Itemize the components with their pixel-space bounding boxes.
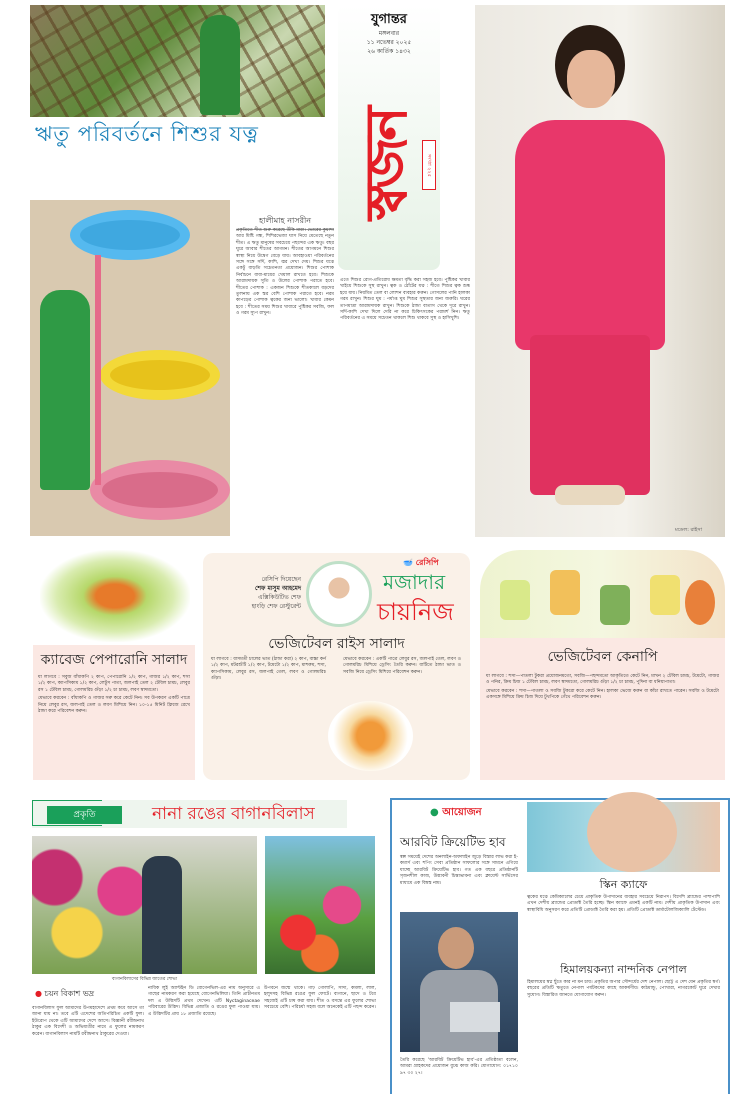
recipe-title-top: মজাদার xyxy=(383,570,446,594)
nepal-body: হিমালয়ের স্বপ্ন ছুঁতে কার না মন চায়। প্রকৃতির অপার সৌন্দর্যের দেশ নেপাল। ছোট্ট এ দেশ যেন প্রকৃতির স্বর্গ। বছরের প্রতিটি ঋতুতে নেপাল পর্যটকদের কাছে আকর্ষণীয়। কাঠমান্ডু, পোখারা, নাগরকোট ঘুরে দেখার সুযোগ। বিস্তারিত জানতে যোগাযোগ করুন। xyxy=(527,980,720,998)
recipe-2-title: ভেজিটেবল রাইস সালাদ xyxy=(268,636,405,652)
recipe-1-title: ক্যাবেজ পেপারোনি সালাদ xyxy=(40,652,188,668)
chef-avatar xyxy=(306,561,372,627)
lead-body-col2: এতে শিশুর রোগ-প্রতিরোধ ক্ষমতা বৃদ্ধি করা সহজ হবে। পুষ্টিকর খাবার খাইয়ে শিশুকে সুস্থ রাখুন। ত্বক ও ঠোঁটের যত্ন : শীতে শিশুর ত্বক শুষ্ক হয়ে যায়। নিয়মিত তেল বা লোশন ব্যবহার করুন। গোসলের পানি হালকা গরম রাখুন। শিশুর ঘুম : পর্যাপ্ত ঘুম শিশুর সুস্থতার জন্য জরুরি। ঘরের তাপমাত্রা আরামদায়ক রাখুন। শিশুকে ঠান্ডা বাতাস থেকে দূরে রাখুন। সর্দি-কাশি দেখা দিলে দেরি না করে চিকিৎসকের পরামর্শ নিন। ঋতু পরিবর্তনের এ সময়ে সচেতন থাকলে শিশু থাকবে সুস্থ ও হাসিখুশি। xyxy=(340,278,470,322)
rice-salad-photo xyxy=(328,701,413,771)
laptop-icon xyxy=(450,1002,500,1032)
bowl-icon: 🥣 xyxy=(403,558,413,567)
nature-col2: নাবিক লুই অ্যান্টইন ডি বোগেনভিল-এর নাম অনুসারে এ গাছের নামকরণ করা হয়েছে বোগেনভিলিয়া। তিনি প্রাচীনতম দল এ উদ্ভিদটি প্রথম দেখেন। এটি Nyctaginaceae পরিবারের উদ্ভিদ। বিভিন্ন প্রজাতি ও রঙের ফুল পাওয়া যায়। এ উদ্ভিদটির প্রায় ১৮ প্রজাতি রয়েছে। xyxy=(148,986,260,1017)
bullet-icon: ● xyxy=(35,989,42,998)
skin-cafe-photo xyxy=(527,802,720,872)
nature-headline: নানা রঙের বাগানবিলাস xyxy=(152,804,315,824)
recipe-3-title: ভেজিটেবল কেনাপি xyxy=(547,649,658,665)
recipe-1 xyxy=(33,645,195,780)
nature-tag: প্রকৃতি xyxy=(47,806,122,824)
recipe-title-bottom: চায়নিজ xyxy=(377,598,454,626)
ad-badge: ● আয়োজন xyxy=(430,807,482,818)
ad-box xyxy=(390,798,730,1094)
nature-col1: বাগানবিলাস ফুল আমাদের উপমহাদেশে প্রথম কবে আসে তা জানা যায় না। তবে এটি এদেশের অতিপরিচিত একটি ফুল। ইউরোপ থেকে এটি আমাদের দেশে আসে। বিজ্ঞানী রবীন্দ্রনাথ ঠাকুর এক বিদেশী ও অভিযাত্রীর নামে এ ফুলের নামকরণ করেন। বাগানবিলাস নামটি রবীন্দ্রনাথ ঠাকুরের দেওয়া। xyxy=(32,1006,144,1037)
newspaper-logo: যুগান্তর xyxy=(371,12,407,27)
photo-caption: মডেল: রাইসা xyxy=(675,527,703,533)
chef-name: শেফ মাসুম আহমেদ xyxy=(255,585,301,592)
cabbage-salad-photo xyxy=(40,550,190,642)
nature-header xyxy=(32,800,347,828)
recipe-2-ingredients: যা লাগবে : বাসমতী চালের ভাত (ঠান্ডা করা) ২ কাপ, বাচ্চা কর্ন ১/২ কাপ, মটরশুঁটি ১/২ কাপ, টমেটো ১/২ কাপ, মাশরুম, শসা, ক্যাপসিকাম, লেবুর রস, জলপাই তেল, লবণ ও গোলমরিচ গুঁড়া। xyxy=(211,657,326,682)
man-figure xyxy=(142,856,182,974)
skin-cafe-body: ত্বকের যত্নে কেমিক্যালের চেয়ে প্রাকৃতিক উপাদানের ব্যবহার সবচেয়ে নিরাপদ। বিদেশি ব্র্যান্ডের পাশাপাশি এখন দেশীয় ব্র্যান্ডের প্রোডাক্ট তৈরি হচ্ছে। স্কিন ক্যাফে এমনই একটি নাম। দেশীয় প্রাকৃতিক উপাদান এবং স্বাস্থ্যবিধি অনুসরণ করে প্রতিটি প্রোডাক্ট তৈরি করা হয়। প্রতিটি প্রোডাক্ট ডার্মাটোলজিক্যালি টেস্টেড। xyxy=(527,895,720,913)
playground-photo xyxy=(30,5,325,117)
recipe-3 xyxy=(480,638,725,780)
nature-col3: উপবনে জন্মে থাকে। গাঢ় গোলাপি, সাদা, কমলা, লাল, হলুদসহ বিভিন্ন রঙের ফুল ফোটে। বাগানে, ছাদে ও টবে সহজেই এটি চাষ করা যায়। শীত ও বসন্তে এর ফুলের শোভা সবচেয়ে বেশি। পরিচর্যা সহজ বলে অনেকেই এটি পছন্দ করেন। xyxy=(264,986,376,1011)
canape-photo xyxy=(480,550,725,638)
skin-cafe-title: স্কিন ক্যাফে xyxy=(599,878,648,891)
nature-author: ● চয়ন বিকাশ ভদ্র xyxy=(35,989,95,998)
recipe-2-method: যেভাবে করবেন : একটি পাত্রে লেবুর রস, জলপাই তেল, লবণ ও গোলমরিচ মিশিয়ে ড্রেসিং তৈরি করুন। বাটিতে ঠান্ডা ভাত ও সবজি নিয়ে ড্রেসিং মিশিয়ে পরিবেশন করুন। xyxy=(343,657,461,675)
lead-author: হালীমাহ নাসরীন xyxy=(236,208,334,230)
date-en: ১১ নভেম্বর ২০২৫ xyxy=(366,39,412,46)
garden-photo-2 xyxy=(265,836,375,974)
recipe-given-by: রেসিপি দিয়েছেন xyxy=(261,576,301,583)
lead-headline: ঋতু পরিবর্তনে শিশুর যত্ন xyxy=(35,122,259,146)
globe-logo-icon: ● xyxy=(430,807,439,818)
garden-photo-1 xyxy=(32,836,257,974)
day: মঙ্গলবার xyxy=(378,30,400,37)
chef-place: হাংড়ি শেফ রেস্টুরেন্ট xyxy=(251,603,301,610)
chef-title: এক্সিকিউটিভ শেফ xyxy=(257,594,301,601)
recipe-1-ingredients: যা লাগবে : সবুজ বাঁধাকপি ২ কাপ, পেপারোনি ১/২ কাপ, গাজর ১/২ কাপ, শসা ১/২ কাপ, ক্যাপসিকাম ১/২ কাপ, লেটুস পাতা, জলপাই তেল ২ টেবিল চামচ, লেবুর রস ১ টেবিল চামচ, গোলমরিচ গুঁড়া ১/২ চা চামচ, লবণ স্বাদমতো। xyxy=(38,675,190,693)
recipe-3-method: যেভাবে করবেন : শসা—পাতলা ও সবজি টুকরো করে কেটে নিন। হালকা ভেজে করুন বা কাঁচা রাখতে পারেন। সবজি ও টমেটো একসঙ্গে মিশিয়ে ক্রিম চিজ দিয়ে টুথপিকে গেঁথে পরিবেশন করুন। xyxy=(486,688,719,701)
tires-photo xyxy=(30,200,230,536)
orbit-body: স্বল্প সময়েই দেশের অনলাইন-অফলাইন জুড়ে বিস্তার লাভ করা ই-কমার্স এবং শপিং সেবা প্রতিষ্ঠান সাফল্যের সঙ্গে সামনে এগিয়ে যাচ্ছে আরবিট ক্রিয়েটিভ হাব। গত এক বছরে প্রতিষ্ঠানটি সৃজনশীল কাজ, উদ্ভাবনী চিন্তাভাবনা এবং ক্লায়েন্ট সার্ভিসের মাধ্যমে এক বিশ্বস্ত নাম। xyxy=(400,855,518,886)
model-photo xyxy=(475,5,725,537)
issue-number: সংখ্যা ২২৫ xyxy=(422,140,436,190)
lead-body-col1: প্রকৃতিতে শীত শুরু করেছে উঁকি মারা। ভোরের কুয়াশা আর মিষ্টি গন্ধ, শিশিরভেজা ঘাস নিয়ে মেতেছে নতুন শীত। এ ঋতু মানুষের সবচেয়ে পছন্দের এক ঋতু। বছর ঘুরে আবার শীতের আগমন। শীতের আগমনে শিশুর স্বাস্থ্য নিয়ে উদ্বেগ বেড়ে যায়। আবহাওয়া পরিবর্তনের সঙ্গে সঙ্গে সর্দি, কাশি, জ্বর দেখা দেয়। শিশুর যত্নে একটু বাড়তি সচেতনতা প্রয়োজন। শিশুর পোশাক নির্বাচনে বাবা-মায়ের খেয়াল রাখতে হবে। শিশুকে আরামদায়ক সুতি ও উলের পোশাক পরাতে হবে। শীতের পোশাক : একজন শিশুকে শীতকালে বড়দের তুলনায় এক স্তর বেশি পোশাক পরাতে হবে। নরম কাপড়ের পোশাক ত্বকের জন্য ভালো। খাবার কেমন হবে : শীতের সময় শিশুর খাবারে পুষ্টিকর সবজি, ফল ও গরম স্যুপ রাখুন। xyxy=(236,228,334,317)
orbit-body-2: তৈরি করেছে 'আরবিট ক্রিয়েটিভ হাব'-এর প্রতিষ্ঠাতা বলেন, আমরা গ্রাহকদের প্রয়োজন বুঝে কাজ করি। যোগাযোগ: ০১৭১০ ৯৭ ৩০ ২৭। xyxy=(400,1058,518,1076)
section-title: স্বজন xyxy=(352,110,420,220)
recipe-badge: 🥣 রেসিপি xyxy=(403,558,439,567)
nepal-title: হিমালয়কন্যা নান্দনিক নেপাল xyxy=(560,963,687,976)
orbit-title: আরবিট ক্রিয়েটিভ হাব xyxy=(400,835,506,849)
recipe-3-ingredients: যা লাগবে : শসা—পাতলা টুকরা প্রয়োজনমতো, সবজি—পছন্দমতো আকৃতিতে কেটে নিন, মাখন ২ টেবিল চামচ, টমেটো, গাজর ও পনির, ক্রিম চিজ ১ টেবিল চামচ, লবণ স্বাদমতো, গোলমরিচ গুঁড়া ১/২ চা চামচ, পুদিনা বা ধনিয়াপাতা। xyxy=(486,674,719,686)
nature-photo-caption: বাগানবিলাসের বিভিন্ন জাতের শোভা xyxy=(111,977,178,982)
orbit-founder-photo xyxy=(400,912,518,1052)
recipe-1-method: যেভাবে করবেন : বাঁধাকপি ও গাজর সরু করে কেটে নিন। সব উপকরণ একটি পাত্রে নিয়ে লেবুর রস, জলপাই তেল ও লবণ মিশিয়ে নিন। ১০-১৫ মিনিট ফ্রিজে রেখে ঠান্ডা করে পরিবেশন করুন। xyxy=(38,696,190,715)
date-bn: ২৬ কার্তিক ১৪৩২ xyxy=(367,48,411,55)
child-figure xyxy=(200,15,240,115)
recipe-feature xyxy=(203,553,470,780)
section-masthead xyxy=(338,5,440,270)
